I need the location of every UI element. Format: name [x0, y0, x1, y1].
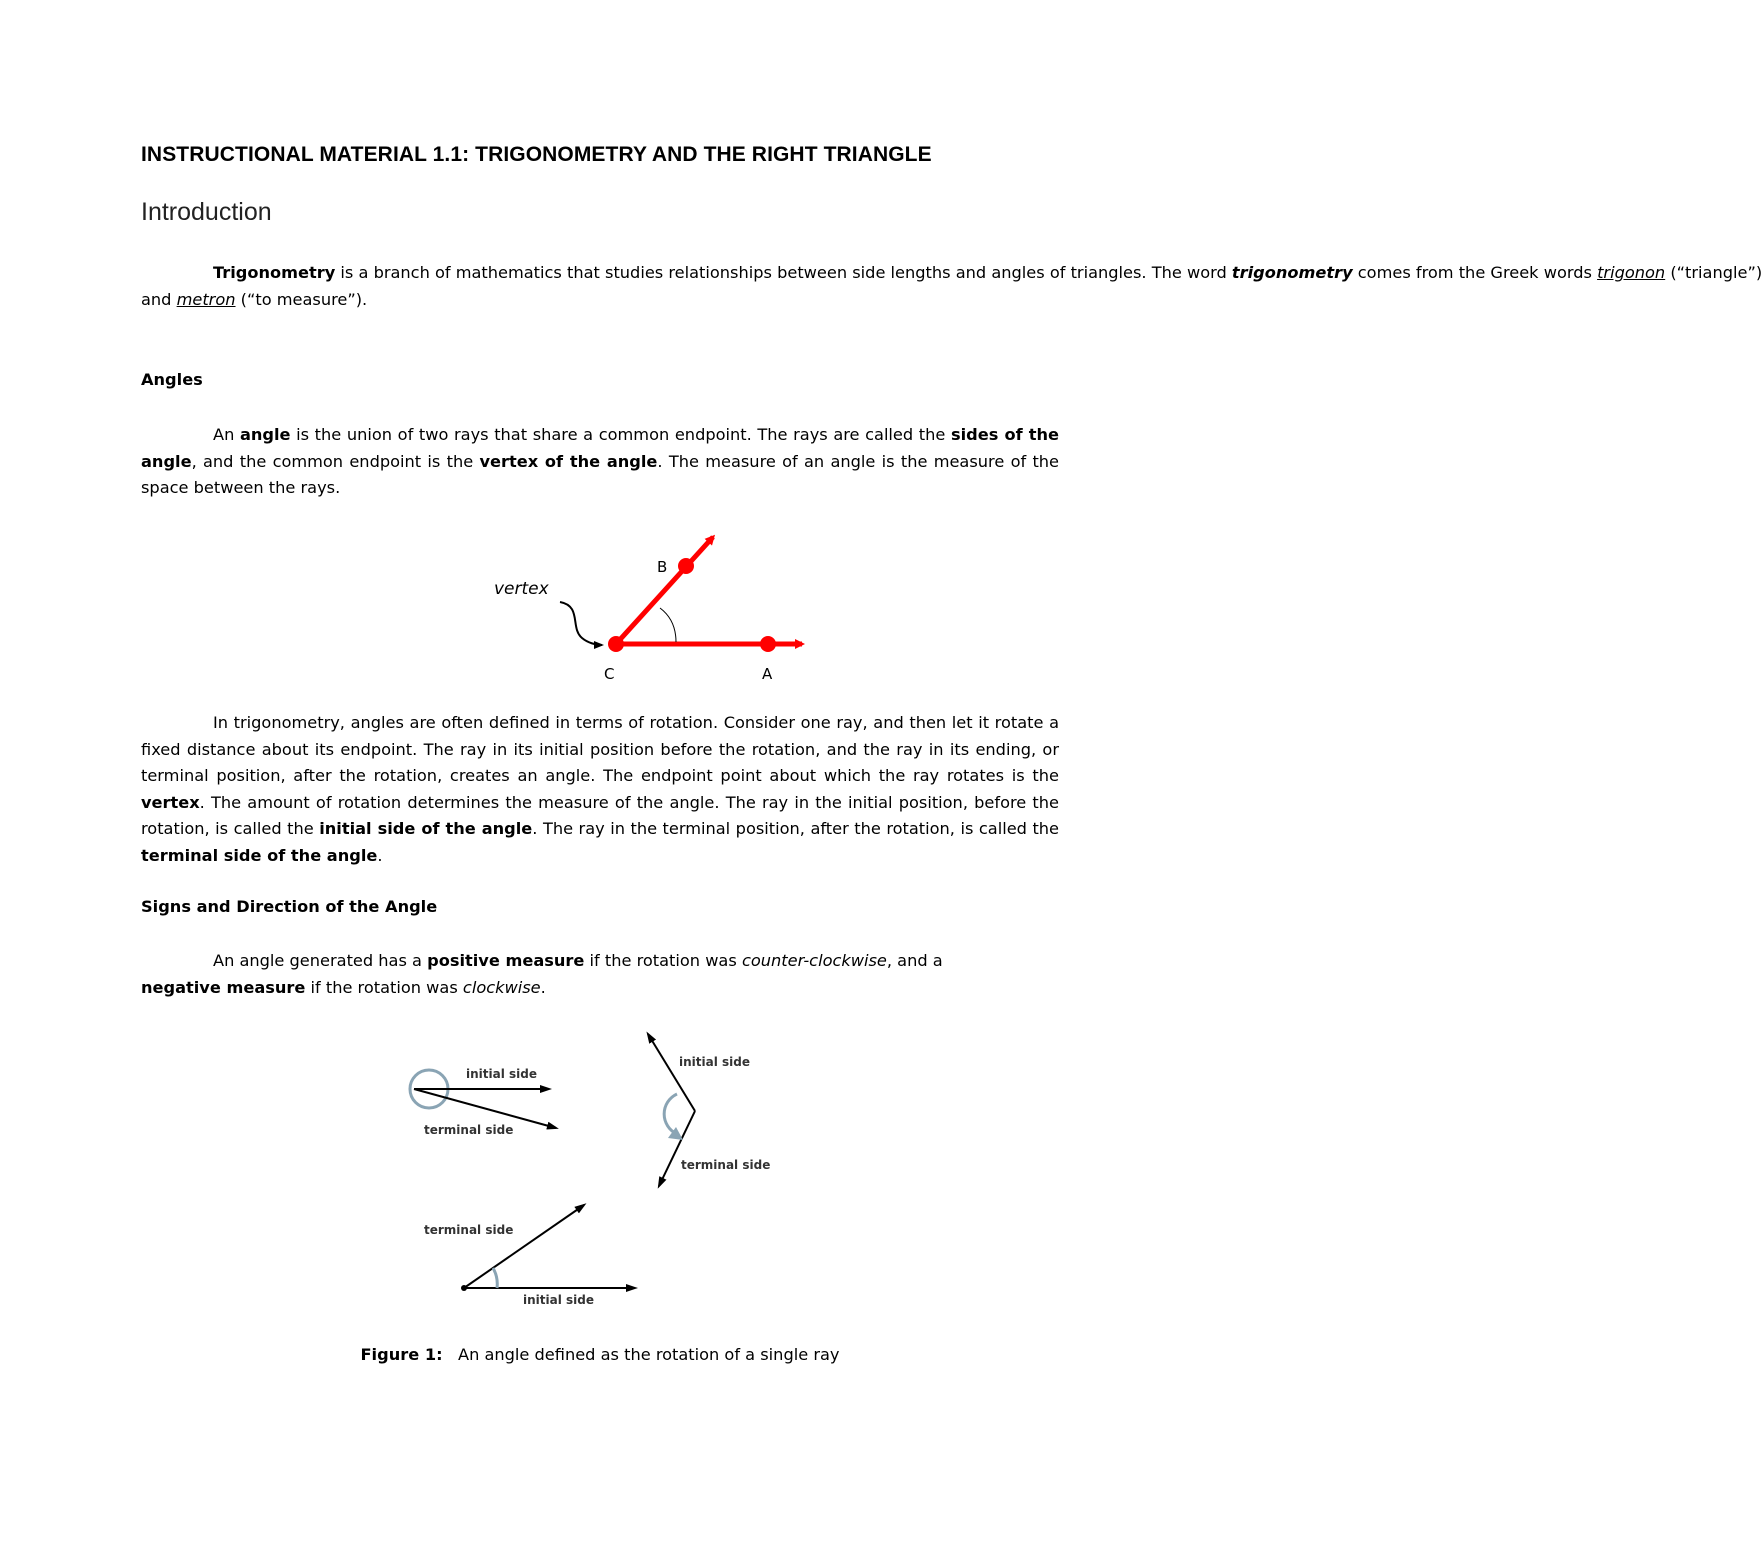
rotation-text: . The amount of rotation determines the measure of the angle. The ray in the initial position, before the rotation, is called the — [141, 792, 1059, 838]
intro-text: (“triangle”) — [1665, 263, 1762, 282]
initial-side-label-2: initial side — [679, 1055, 750, 1069]
label-c: C — [604, 665, 615, 683]
rotation-arc-clockwise — [664, 1094, 677, 1134]
terminal-side-label-1: terminal side — [424, 1123, 514, 1137]
term-vertex: vertex — [141, 792, 200, 812]
greek-word-metron: metron — [176, 289, 236, 309]
point-b — [678, 558, 694, 574]
signs-paragraph — [141, 948, 1059, 1001]
term-counter-clockwise: counter-clockwise — [741, 951, 887, 970]
intro-text: (“to measure”). — [235, 289, 368, 309]
term-sides-of-angle: sides of the angle — [141, 425, 1059, 471]
angles-heading: Angles — [141, 370, 203, 389]
term-angle: angle — [239, 425, 291, 444]
vertex-point-c — [608, 636, 624, 652]
initial-side-label-3: initial side — [523, 1293, 594, 1307]
term-initial-side: initial side of the angle — [319, 819, 533, 838]
angles-text: , and the common endpoint is the — [191, 451, 480, 471]
angles-text: An — [213, 425, 240, 444]
label-a: A — [762, 665, 773, 683]
vertex-pointer-arrow — [560, 602, 602, 645]
vertex-dot-3 — [461, 1285, 467, 1291]
rotation-text: . — [377, 845, 383, 865]
angle-arc — [660, 608, 676, 642]
intro-text: and — [141, 289, 177, 309]
signs-text: . — [540, 977, 546, 997]
term-vertex-of-angle: vertex of the angle — [479, 451, 658, 471]
greek-word-trigonon: trigonon — [1597, 263, 1666, 282]
caption-text: An angle defined as the rotation of a single ray — [442, 1345, 840, 1364]
angles-text: is the union of two rays that share a common endpoint. The rays are called the — [290, 425, 951, 444]
signs-heading: Signs and Direction of the Angle — [141, 897, 438, 916]
rotation-text: . The ray in the terminal position, after the rotation, is called the — [532, 819, 1060, 838]
terminal-side-ray-3 — [464, 1205, 584, 1288]
term-trigonometry-italic: trigonometry — [1231, 263, 1353, 282]
signs-text: if the rotation was — [584, 951, 742, 970]
figure-caption — [0, 1345, 1200, 1364]
label-b: B — [657, 558, 668, 576]
page-title: INSTRUCTIONAL MATERIAL 1.1: TRIGONOMETRY AND THE RIGHT TRIANGLE — [141, 143, 932, 166]
rotation-paragraph — [141, 710, 1059, 869]
term-negative-measure: negative measure — [141, 977, 306, 997]
terminal-side-label-2: terminal side — [681, 1158, 771, 1172]
ray-cb — [616, 537, 713, 644]
point-a — [760, 636, 776, 652]
term-positive-measure: positive measure — [427, 951, 585, 970]
term-clockwise: clockwise — [462, 977, 541, 997]
signs-text: , and a — [886, 951, 943, 970]
term-trigonometry: Trigonometry — [213, 263, 336, 282]
vertex-label: vertex — [494, 579, 549, 599]
signs-text: An angle generated has a — [213, 951, 428, 970]
term-terminal-side: terminal side of the angle — [141, 845, 378, 865]
intro-text: is a branch of mathematics that studies relationships between side lengths and angles of triangles. The word — [335, 263, 1232, 282]
initial-side-label-1: initial side — [466, 1067, 537, 1081]
rotation-arc-counterclockwise — [493, 1268, 497, 1288]
terminal-side-label-3: terminal side — [424, 1223, 514, 1237]
introduction-heading: Introduction — [141, 198, 272, 226]
signs-text: if the rotation was — [305, 977, 463, 997]
angles-text: . The measure of an angle is the measure of the space between the rays. — [141, 451, 1060, 497]
rotation-text: In trigonometry, angles are often defined in terms of rotation. Consider one ray, and then let it rotate a fixed distance about its endpoint. The ray in its initial position before the rotation, and the ray in its ending, or terminal position, after the rotation, creates an angle. The endpoint point about which the ray rotates is the — [141, 713, 1059, 785]
intro-text: comes from the Greek words — [1352, 263, 1598, 282]
caption-label: Figure 1: — [360, 1345, 443, 1364]
